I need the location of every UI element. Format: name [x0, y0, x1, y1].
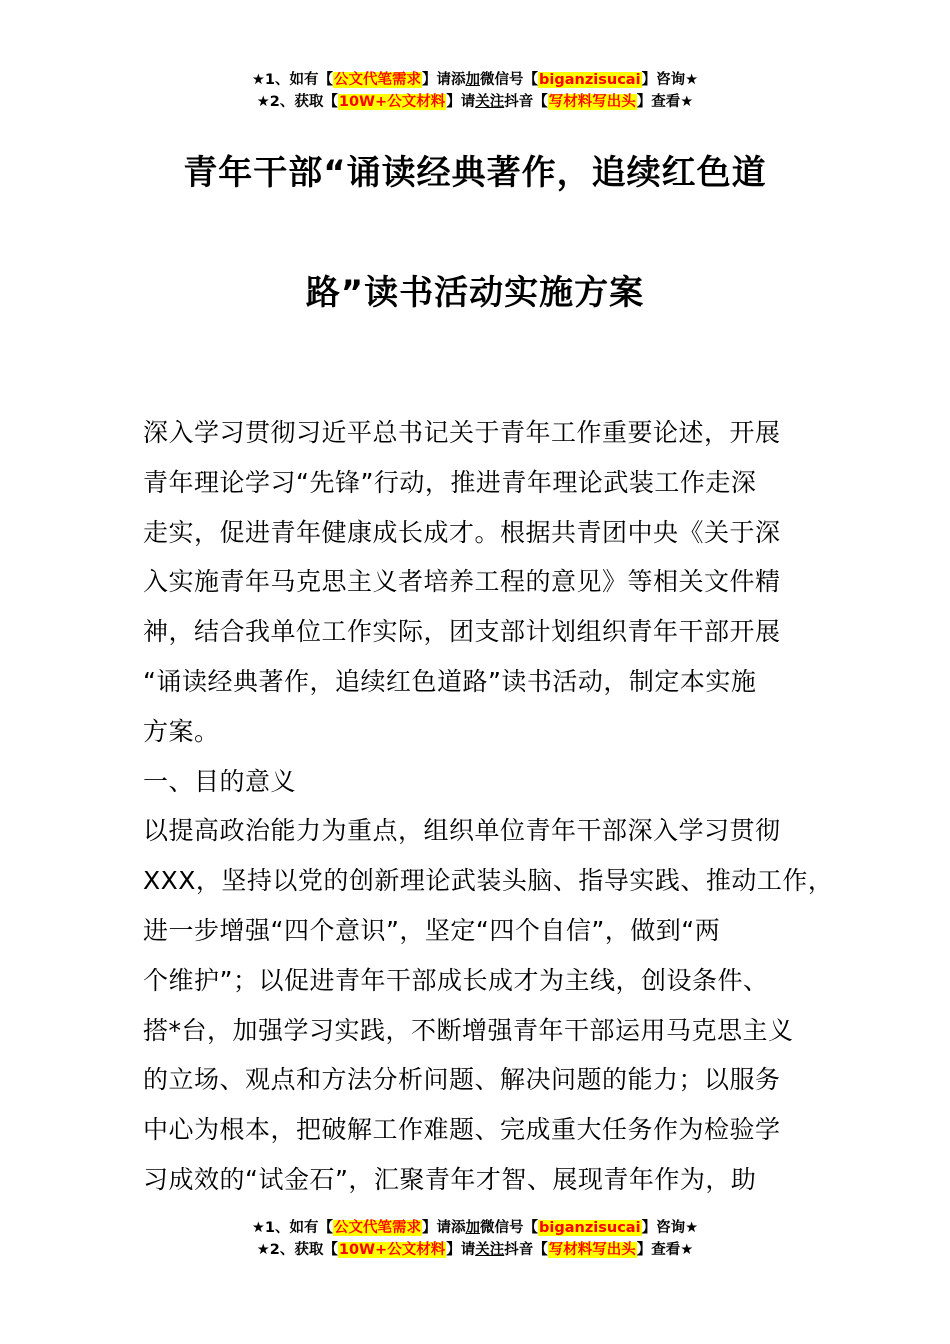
- banner-underlined-text: 关注: [475, 94, 505, 110]
- body-line: 个维护”；以促进青年干部成长成才为主线，创设条件、: [143, 965, 769, 995]
- highlighted-service-text: 公文代笔需求: [334, 1220, 422, 1236]
- highlighted-materials-text: 10W+公文材料: [338, 94, 446, 110]
- document-body: [143, 408, 834, 1205]
- banner-text: 】请添: [422, 1220, 466, 1236]
- body-line: 方案。: [143, 716, 220, 746]
- body-line: 以提高政治能力为重点，组织单位青年干部深入学习贯彻: [143, 816, 781, 846]
- section-heading: 一、目的意义: [143, 766, 297, 796]
- banner-text: 】查看★: [636, 1242, 694, 1258]
- banner-text: ★2、获取【: [256, 94, 338, 110]
- body-line: 青年理论学习“先锋”行动，推进青年理论武装工作走深: [143, 467, 757, 497]
- banner-underlined-text: 关注: [475, 1242, 505, 1258]
- body-line: 中心为根本，把破解工作难题、完成重大任务作为检验学: [143, 1115, 781, 1145]
- highlighted-douyin-id: 写材料写出头: [548, 94, 636, 110]
- banner-text: ★2、获取【: [256, 1242, 338, 1258]
- banner-text: ★1、如有【: [251, 1220, 334, 1236]
- banner-line-2: [0, 1239, 950, 1261]
- body-line: 入实施青年马克思主义者培养工程的意见》等相关文件精: [143, 567, 781, 597]
- document-title-line-2: 路”读书活动实施方案: [305, 273, 645, 313]
- document-title-line-1: 青年干部“诵读经典著作，追续红色道: [183, 153, 767, 193]
- banner-text: 】请: [446, 94, 476, 110]
- body-line: 进一步增强“四个意识”，坚定“四个自信”，做到“两: [143, 915, 721, 945]
- highlighted-service-text: 公文代笔需求: [334, 72, 422, 88]
- body-line: “诵读经典著作，追续红色道路”读书活动，制定本实施: [143, 666, 757, 696]
- banner-text: 抖音【: [504, 1242, 548, 1258]
- highlighted-materials-text: 10W+公文材料: [338, 1242, 446, 1258]
- banner-underlined-text: 加: [465, 1220, 481, 1236]
- body-line: 搭*台，加强学习实践，不断增强青年干部运用马克思主义: [143, 1015, 794, 1045]
- banner-text: ★1、如有【: [251, 72, 334, 88]
- body-line: 走实，促进青年健康成长成才。根据共青团中央《关于深: [143, 517, 781, 547]
- banner-text: 微信号【: [480, 72, 539, 88]
- banner-underlined-text: 加: [465, 72, 481, 88]
- banner-text: 】请添: [422, 72, 466, 88]
- body-line: 的立场、观点和方法分析问题、解决问题的能力；以服务: [143, 1065, 781, 1095]
- banner-line-1: [0, 69, 950, 91]
- body-line: 习成效的“试金石”，汇聚青年才智、展现青年作为，助: [143, 1164, 757, 1194]
- banner-text: 】请: [446, 1242, 476, 1258]
- banner-line-2: [0, 91, 950, 113]
- header-banner: [0, 69, 950, 113]
- highlighted-douyin-id: 写材料写出头: [548, 1242, 636, 1258]
- highlighted-wechat-id: biganzisucai: [539, 1220, 641, 1236]
- banner-text: 】查看★: [636, 94, 694, 110]
- body-line: 神，结合我单位工作实际，团支部计划组织青年干部开展: [143, 617, 781, 647]
- body-line: 深入学习贯彻习近平总书记关于青年工作重要论述，开展: [143, 418, 781, 447]
- banner-text: 】咨询★: [641, 1220, 699, 1236]
- footer-banner: [0, 1217, 950, 1261]
- banner-text: 微信号【: [480, 1220, 539, 1236]
- banner-text: 抖音【: [504, 94, 548, 110]
- body-line: XXX，坚持以党的创新理论武装头脑、指导实践、推动工作，: [143, 866, 834, 896]
- banner-text: 】咨询★: [641, 72, 699, 88]
- banner-line-1: [0, 1217, 950, 1239]
- highlighted-wechat-id: biganzisucai: [539, 72, 641, 88]
